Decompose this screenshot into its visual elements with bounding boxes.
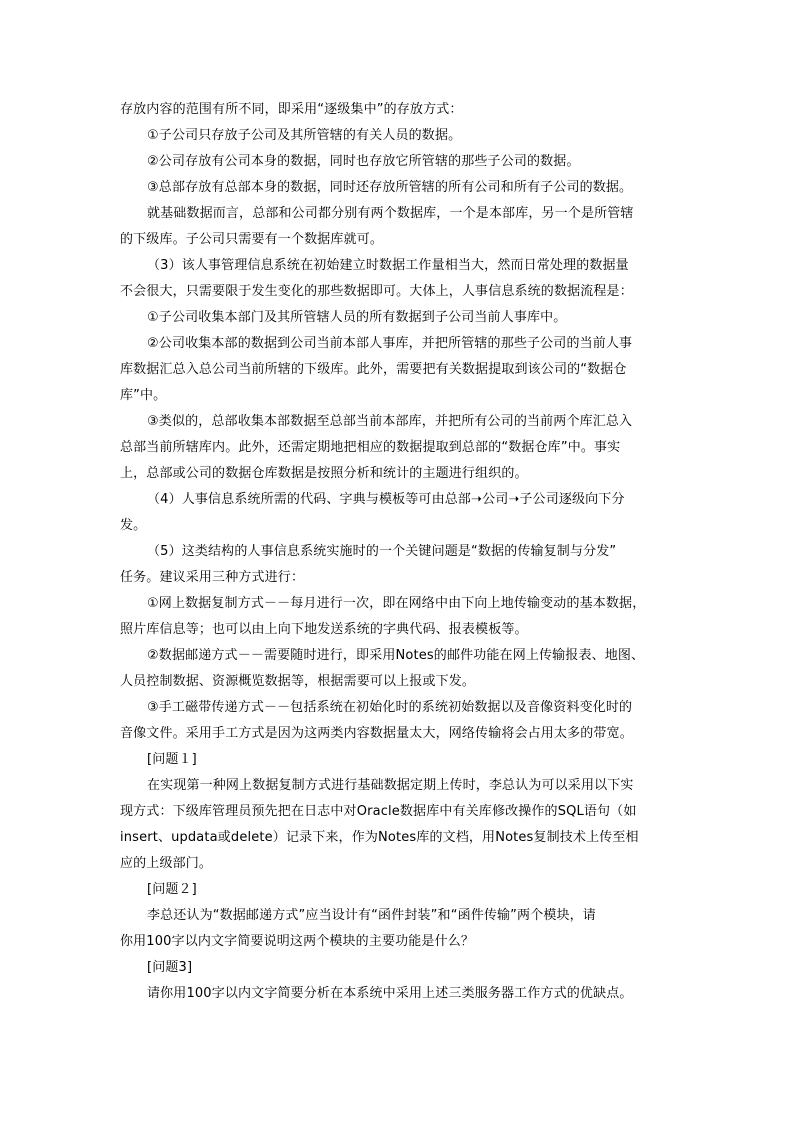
text-line: ①网上数据复制方式－－每月进行一次，即在网络中由下向上地传输变动的基本数据，: [147, 596, 646, 611]
text-line: ①子公司只存放子公司及其所管辖的有关人员的数据。: [147, 128, 462, 143]
text-line: 你用100字以内文字简要说明这两个模块的主要功能是什么？: [120, 934, 475, 949]
document-body: [120, 97, 680, 1007]
text-line: ②公司存放有公司本身的数据，同时也存放它所管辖的那些子公司的数据。: [147, 154, 580, 169]
text-line: [问题２]: [147, 882, 197, 897]
text-line: （5）这类结构的人事信息系统实施时的一个关键问题是“数据的传输复制与分发”: [147, 544, 617, 559]
text-line: 不会很大，只需要限于发生变化的那些数据即可。大体上，人事信息系统的数据流程是：: [120, 284, 633, 299]
text-line: ③总部存放有总部本身的数据，同时还存放所管辖的所有公司和所有子公司的数据。: [147, 180, 633, 195]
text-line: [问题3]: [147, 960, 193, 975]
text-line: 总部当前所辖库内。此外，还需定期地把相应的数据提取到总部的“数据仓库”中。事实: [120, 440, 621, 455]
text-line: ③类似的，总部收集本部数据至总部当前本部库，并把所有公司的当前两个库汇总入: [147, 414, 633, 429]
text-line: 发。: [120, 518, 147, 533]
text-line: ③手工磁带传递方式－－包括系统在初始化时的系统初始数据以及音像资料变化时的: [147, 700, 633, 715]
text-line: 存放内容的范围有所不同，即采用“逐级集中”的存放方式：: [120, 102, 463, 117]
text-line: 库”中。: [120, 388, 167, 403]
text-line: insert、updata或delete）记录下来，作为Notes库的文档，用Notes复制技术上传至相: [120, 830, 639, 845]
text-line: 任务。建议采用三种方式进行：: [120, 570, 305, 585]
text-line: ②公司收集本部的数据到公司当前本部人事库，并把所管辖的那些子公司的当前人事: [147, 336, 633, 351]
text-line: （3）该人事管理信息系统在初始建立时数据工作量相当大，然而日常处理的数据量: [147, 258, 629, 273]
text-line: 现方式：下级库管理员预先把在日志中对Oracle数据库中有关库修改操作的SQL语句（如: [120, 804, 637, 819]
text-line: 应的上级部门。: [120, 856, 213, 871]
text-line: 音像文件。采用手工方式是因为这两类内容数据量太大，网络传输将会占用太多的带宽。: [120, 726, 633, 741]
text-line: 在实现第一种网上数据复制方式进行基础数据定期上传时，李总认为可以采用以下实: [147, 778, 634, 793]
text-line: 库数据汇总入总公司当前所辖的下级库。此外，需要把有关数据提取到该公司的“数据仓: [120, 362, 627, 377]
text-line: 请你用100字以内文字简要分析在本系统中采用上述三类服务器工作方式的优缺点。: [147, 986, 633, 1001]
text-line: 就基础数据而言，总部和公司都分别有两个数据库，一个是本部库，另一个是所管辖: [147, 206, 634, 221]
text-line: ①子公司收集本部门及其所管辖人员的所有数据到子公司当前人事库中。: [147, 310, 567, 325]
text-line: 上，总部或公司的数据仓库数据是按照分析和统计的主题进行组织的。: [120, 466, 528, 481]
text-line: 李总还认为“数据邮递方式”应当设计有“函件封装”和“函件传输”两个模块，请: [147, 908, 596, 923]
text-line: 的下级库。子公司只需要有一个数据库就可。: [120, 232, 384, 247]
text-line: 照片库信息等；也可以由上向下地发送系统的字典代码、报表模板等。: [120, 622, 528, 637]
text-line: [问题１]: [147, 752, 197, 767]
text-line: ②数据邮递方式－－需要随时进行，即采用Notes的邮件功能在网上传输报表、地图、: [147, 648, 645, 663]
text-line: （4）人事信息系统所需的代码、字典与模板等可由总部➝公司➝子公司逐级向下分: [147, 492, 625, 507]
text-line: 人员控制数据、资源概览数据等，根据需要可以上报或下发。: [120, 674, 476, 689]
